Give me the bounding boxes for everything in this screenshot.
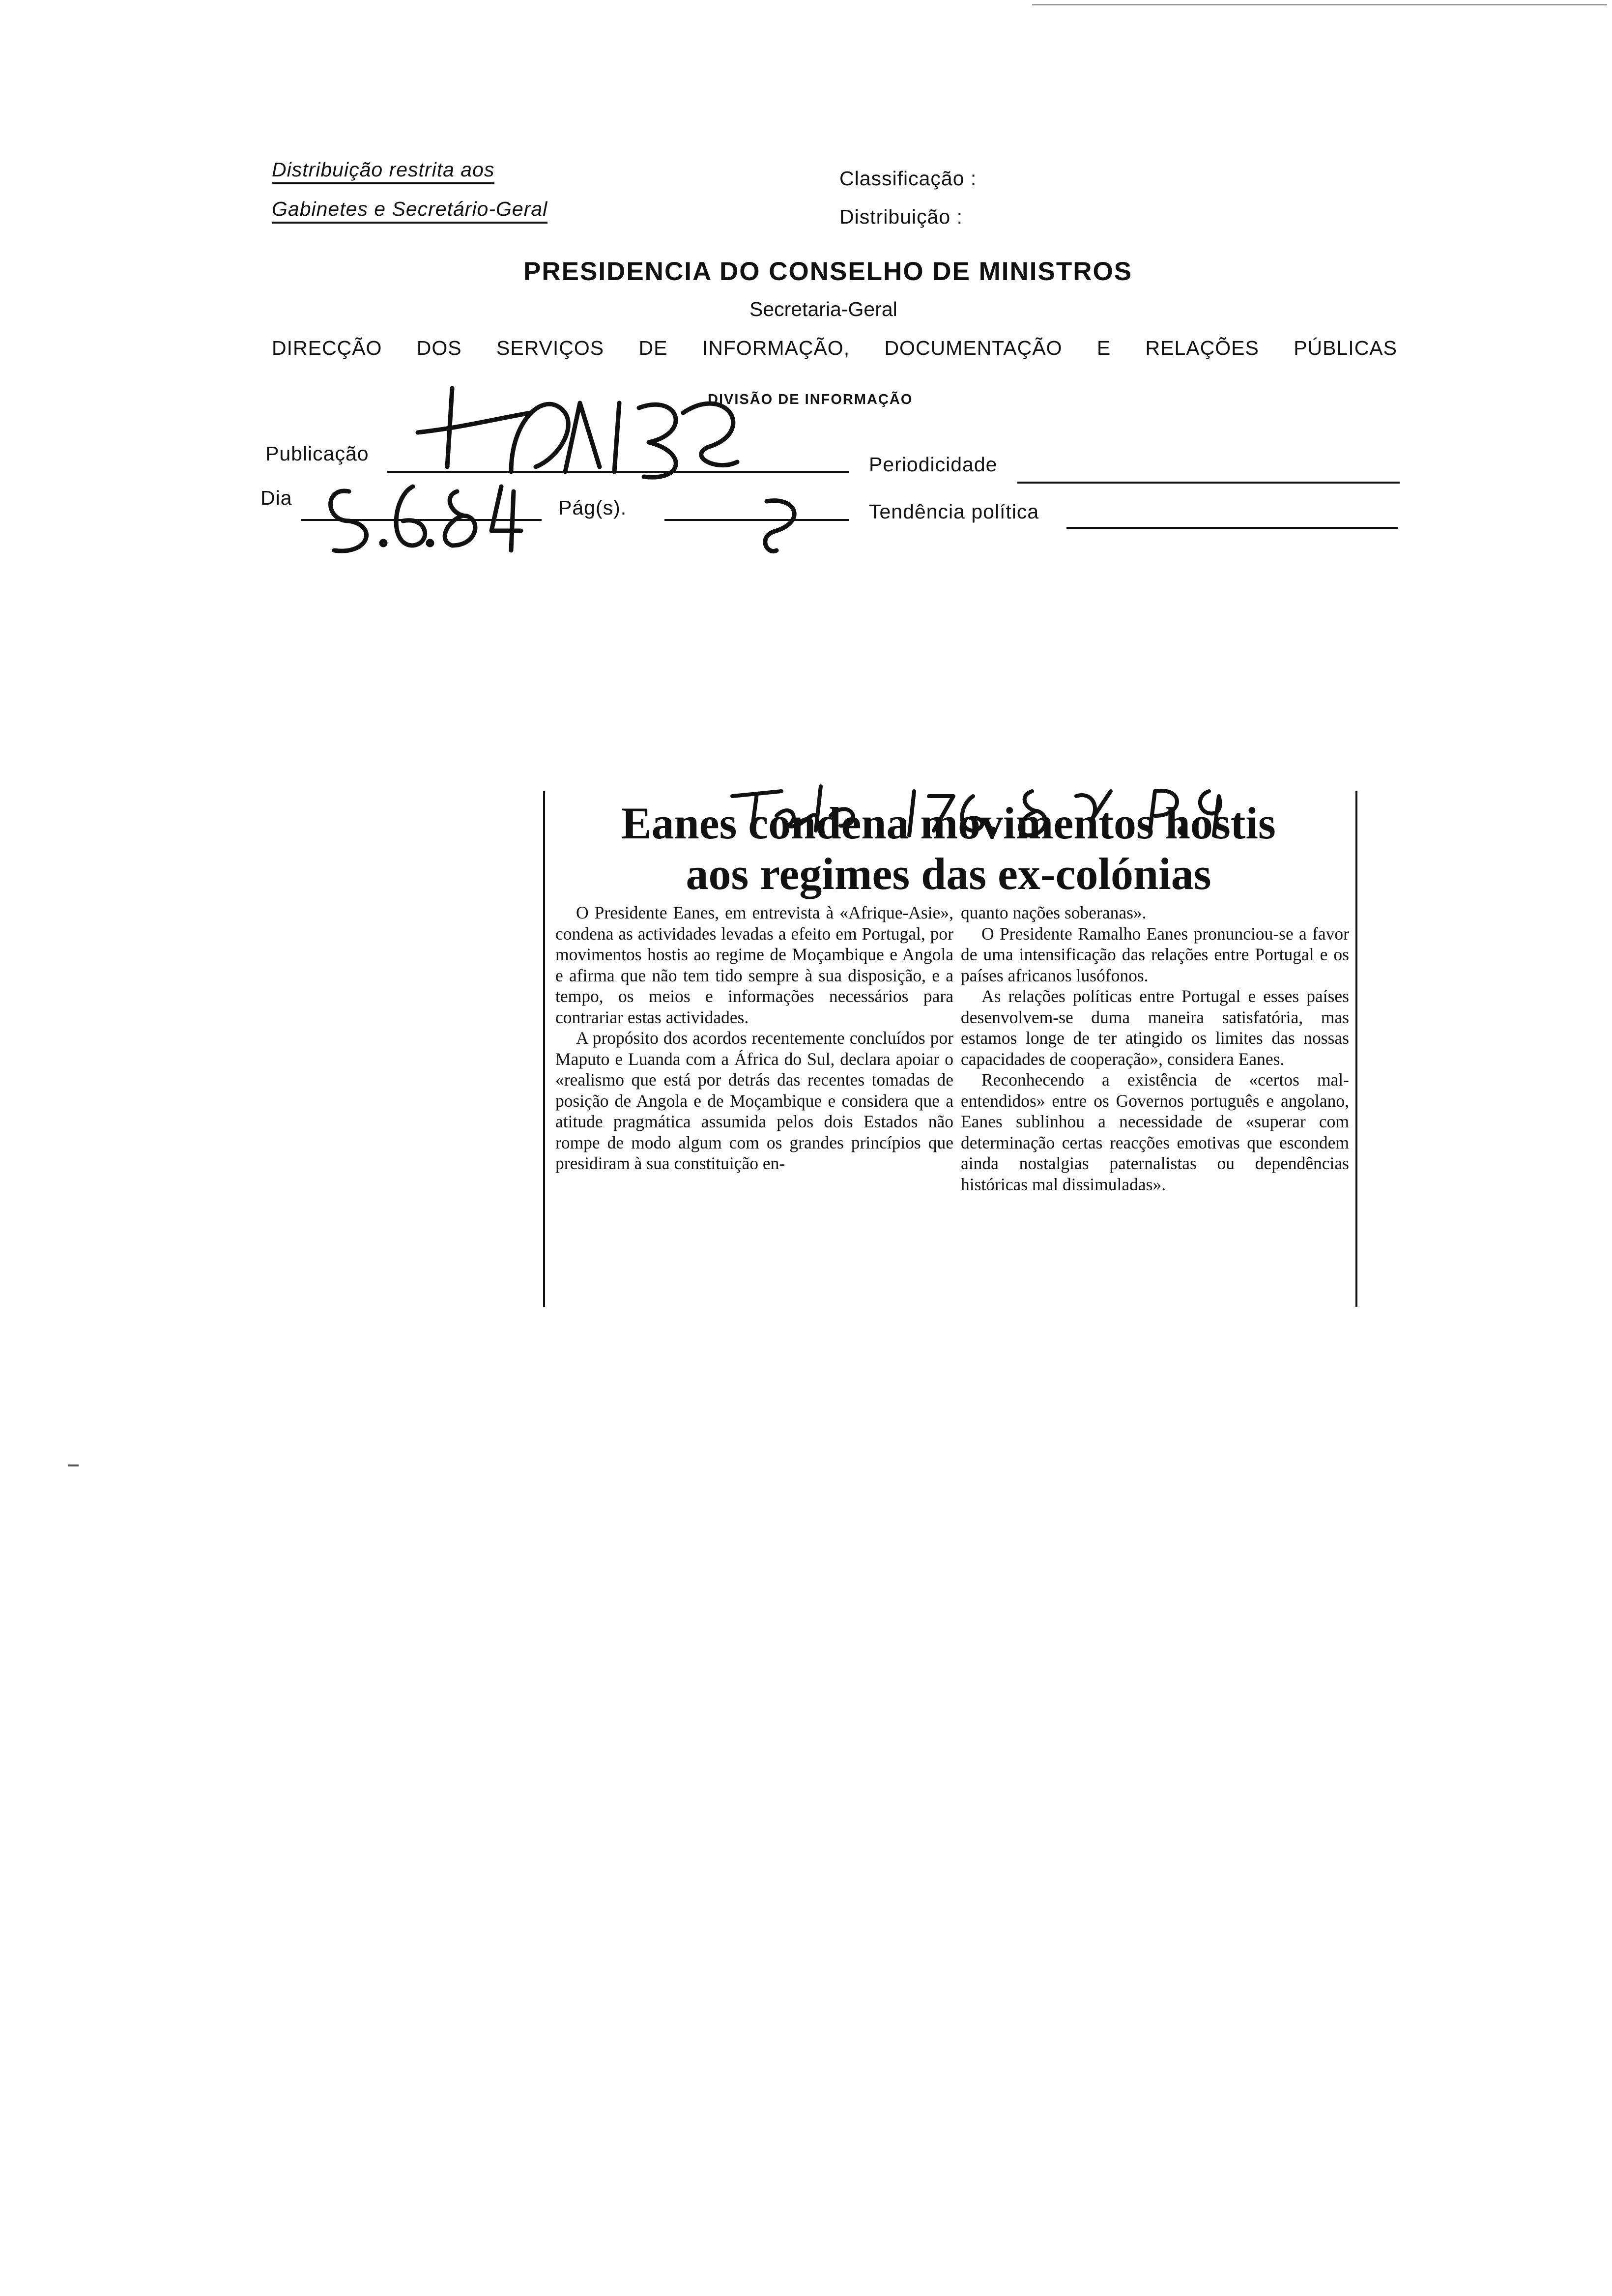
periodicidade-line [1017, 482, 1400, 484]
scan-dash-mark [68, 1464, 79, 1466]
article-headline-line-2: aos regimes das ex-colónias [686, 849, 1211, 899]
article-col2-continuation: quanto nações soberanas». [961, 903, 1147, 922]
dia-label: Dia [260, 487, 292, 509]
classificacao-label: Classificação : [839, 167, 977, 190]
scan-edge-mark [1032, 4, 1607, 5]
distribuicao-label: Distribuição : [839, 205, 963, 228]
division-line: DIVISÃO DE INFORMAÇÃO [708, 392, 913, 407]
handwritten-publication-annotation [305, 373, 875, 560]
restriction-line-1: Distribuição restrita aos [272, 158, 494, 184]
clipping-right-rule [1355, 791, 1357, 1307]
tendencia-label: Tendência política [869, 500, 1039, 523]
page-subtitle: Secretaria-Geral [749, 298, 897, 320]
department-line: DIRECÇÃO DOS SERVIÇOS DE INFORMAÇÃO, DOCUMENTAÇÃO E RELAÇÕES PÚBLICAS [272, 337, 1397, 359]
publicacao-label: Publicação [265, 442, 369, 465]
article-headline-line-1: Eanes condena movimentos hostis [621, 798, 1276, 848]
article-col2-paragraph-2: As relações políticas entre Portugal e esses países desenvolvem-se duma maneira satisfatória, mas estamos longe de ter atingido os limites das nossas capacidades de cooperação», considera Eanes. [961, 986, 1349, 1069]
periodicidade-label: Periodicidade [869, 453, 998, 476]
article-column-1 [555, 902, 953, 1174]
article-col2-paragraph-1: O Presidente Ramalho Eanes pronunciou-se a favor de uma intensificação das relações entre Portugal e os países africanos lusófonos. [961, 923, 1349, 985]
page-title: PRESIDENCIA DO CONSELHO DE MINISTROS [523, 257, 1133, 286]
clipping-left-rule [543, 791, 545, 1307]
article-col1-paragraph-2: A propósito dos acordos recentemente concluídos por Maputo e Luanda com a África do Sul, declara apoiar o «realismo que está por detrás das recentes tomadas de posição de Angola e de Moçambique e considera que a atitude pragmática assumida pelos dois Estados não rompe de modo algum com os grandes princípios que presidiram à sua constituição en- [555, 1028, 953, 1173]
pags-label: Pág(s). [558, 496, 627, 519]
article-col2-paragraph-3: Reconhecendo a existência de «certos mal-entendidos» entre os Governos português e angolano, Eanes sublinhou a necessidade de «superar com determinação certas reacções emotivas que escondem ainda nostalgias paternalistas ou dependências históricas mal dissimuladas». [961, 1070, 1349, 1194]
tendencia-line [1066, 527, 1398, 529]
article-column-2 [961, 902, 1349, 1195]
article-col1-paragraph-1: O Presidente Eanes, em entrevista à «Afrique-Asie», condena as actividades levadas a efeito em Portugal, por movimentos hostis ao regime de Moçambique e Angola e afirma que não tem tido sempre à sua disposição, e a tempo, os meios e informações necessários para contrariar estas actividades. [555, 903, 953, 1027]
restriction-line-2: Gabinetes e Secretário-Geral [272, 198, 547, 224]
